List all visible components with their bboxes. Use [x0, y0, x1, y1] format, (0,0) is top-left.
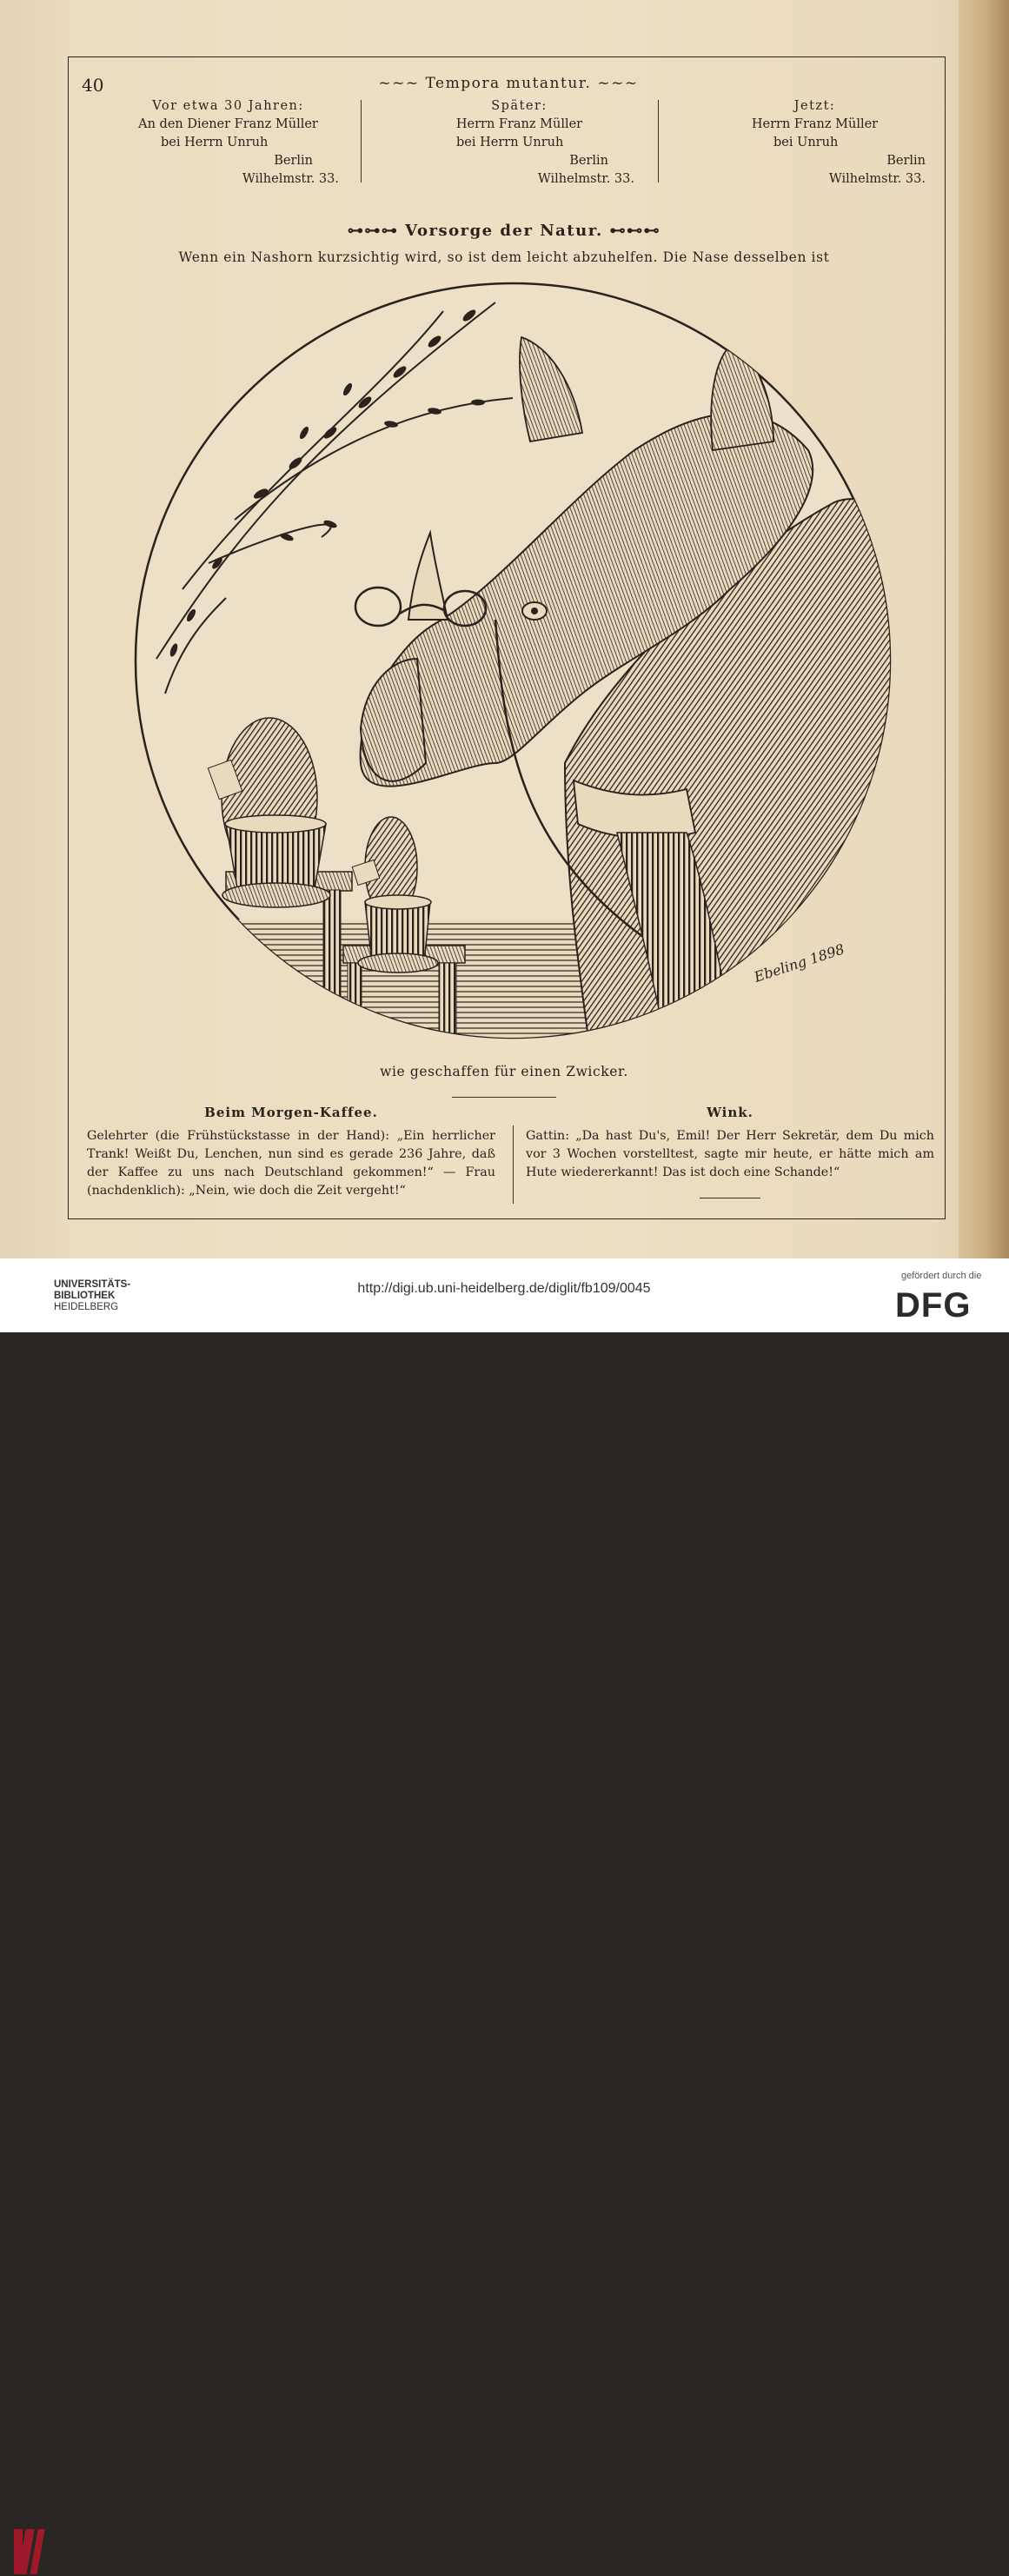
- header-title: [365, 75, 652, 92]
- library-line: BIBLIOTHEK: [54, 1291, 116, 1301]
- address-line: Wilhelmstr. 33.: [828, 172, 926, 186]
- ornament-left: ⊶⊶⊶: [347, 222, 406, 240]
- header-title-text: Tempora mutantur.: [425, 75, 592, 92]
- floor: [130, 920, 895, 1050]
- scanned-page: [0, 0, 1009, 1258]
- artist-signature: Ebeling 1898: [752, 940, 846, 986]
- address-line: bei Unruh: [773, 136, 839, 149]
- section-body: Gelehrter (die Frühstückstasse in der Hand): „Ein herrlicher Trank! Weißt Du, Lenchen, nun sind es gerade 236 Jahre, daß der Kaffee zu uns nach Deutschland gekommen!“ — Frau (nachdenklich): „Nein, wie doch die Zeit vergeht!“: [87, 1129, 495, 1198]
- illustration-caption: wie geschaffen für einen Zwicker.: [380, 1064, 628, 1079]
- address-line: Wilhelmstr. 33.: [537, 172, 634, 186]
- column-heading: Vor etwa 30 Jahren:: [152, 99, 304, 113]
- column-now: [704, 97, 926, 189]
- rhino-illustration: [130, 276, 895, 1050]
- article-title: [330, 222, 678, 240]
- column-heading: Jetzt:: [793, 99, 836, 113]
- address-line: Herrn Franz Müller: [455, 117, 583, 131]
- address-line: bei Herrn Unruh: [456, 136, 564, 149]
- address-line: An den Diener Franz Müller: [138, 117, 318, 131]
- section-body: Gattin: „Da hast Du's, Emil! Der Herr Sekretär, dem Du mich vor 3 Wochen vorstelltest, sagte mir heute, er hätte mich am Hute wiedererkannt! Das ist doch eine Schande!“: [526, 1129, 934, 1179]
- permalink[interactable]: http://digi.ub.uni-heidelberg.de/diglit/fb109/0045: [357, 1281, 651, 1296]
- page-number: 40: [82, 75, 104, 96]
- column-then: [117, 97, 339, 189]
- ornament-right: ⊷⊷⊷: [609, 222, 661, 240]
- ornament-right: ~~~: [597, 75, 639, 92]
- book-spine: [959, 0, 1009, 1258]
- column-divider: [361, 100, 362, 183]
- column-heading: Später:: [491, 99, 548, 113]
- article-title-text: Vorsorge der Natur.: [405, 222, 603, 240]
- funding-note: gefördert durch die: [901, 1271, 982, 1281]
- university-logo-icon: [12, 2527, 47, 2576]
- section-wink: [526, 1104, 934, 1182]
- address-line: Herrn Franz Müller: [751, 117, 879, 131]
- library-line: HEIDELBERG: [54, 1302, 119, 1312]
- article-intro: Wenn ein Nashorn kurzsichtig wird, so ist dem leicht abzuhelfen. Die Nase desselben ist: [178, 249, 830, 265]
- section-morning-coffee: [87, 1104, 495, 1200]
- address-line: Berlin: [886, 154, 926, 168]
- library-line: UNIVERSITÄTS-: [54, 1279, 131, 1290]
- column-divider: [658, 100, 659, 183]
- column-later: [404, 97, 634, 189]
- address-line: Berlin: [569, 154, 608, 168]
- ornament-left: ~~~: [378, 75, 420, 92]
- dfg-logo: DFG: [895, 1286, 972, 1325]
- section-title: Wink.: [707, 1105, 753, 1120]
- address-line: Wilhelmstr. 33.: [242, 172, 339, 186]
- separator: [452, 1097, 556, 1098]
- column-divider: [513, 1125, 514, 1204]
- address-line: bei Herrn Unruh: [161, 136, 269, 149]
- section-title: Beim Morgen-Kaffee.: [204, 1105, 378, 1120]
- library-name: [54, 1279, 130, 1313]
- rhino-ear: [711, 346, 773, 450]
- address-line: Berlin: [274, 154, 313, 168]
